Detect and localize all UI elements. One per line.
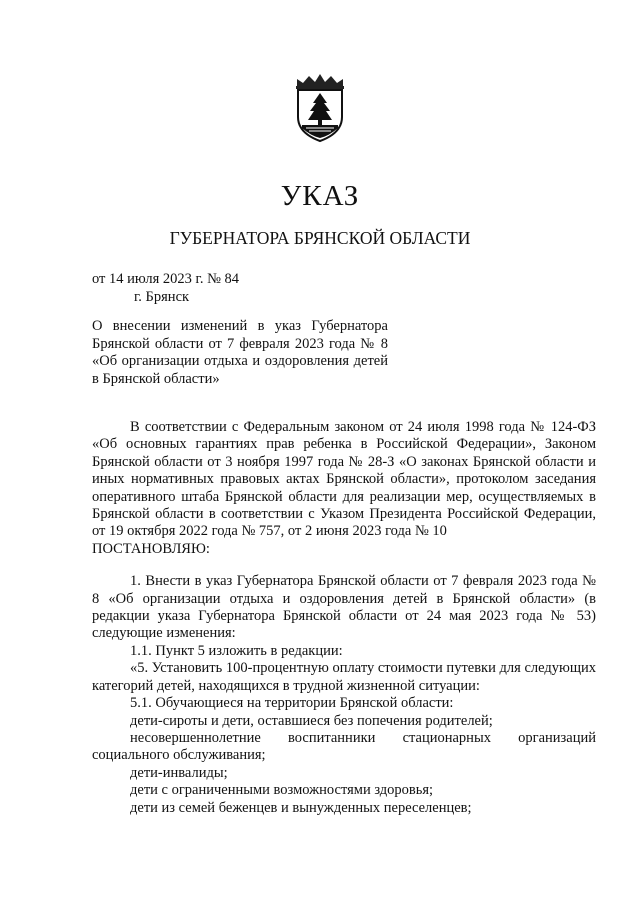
paragraph-5: «5. Установить 100-процентную оплату стоимости путевки для следующих категорий детей, находящихся в трудной жизненной ситуации: (92, 660, 596, 694)
coat-of-arms-icon (289, 73, 351, 143)
list-item: дети из семей беженцев и вынужденных переселенцев; (130, 799, 472, 816)
list-item: дети-инвалиды; (130, 764, 228, 781)
list-item: несовершеннолетние воспитанники стационарных организаций социального обслуживания; (92, 729, 596, 764)
document-subtitle: ГУБЕРНАТОРА БРЯНСКОЙ ОБЛАСТИ (169, 228, 471, 248)
paragraph-5-1: 5.1. Обучающиеся на территории Брянской области: (130, 695, 454, 712)
paragraph-1-1: 1.1. Пункт 5 изложить в редакции: (130, 642, 343, 659)
document-subject: О внесении изменений в указ Губернатора Брянской области от 7 февраля 2023 года № 8 «Об организации отдыха и оздоровления детей в Брянской области» (92, 318, 388, 387)
preamble-paragraph: В соответствии с Федеральным законом от 24 июля 1998 года № 124-ФЗ «Об основных гарантиях прав ребенка в Российской Федерации», Законом Брянской области от 3 ноября 1997 года № 28-З «О законах Брянской области и иных нормативных правовых актах Брянской области», протоколом заседания оперативного штаба Брянской области для реализации мер, осуществляемых в Брянской области в соответствии с Указом Президента Российской Федерации, от 19 октября 2022 года № 757, от 2 июня 2023 года № 10 (92, 419, 596, 540)
document-title: УКАЗ (280, 180, 360, 212)
decree-word: ПОСТАНОВЛЯЮ: (92, 540, 210, 557)
document-body (92, 419, 596, 817)
list-item: дети-сироты и дети, оставшиеся без попечения родителей; (130, 712, 493, 729)
document-city: г. Брянск (134, 289, 190, 305)
document-date: от 14 июля 2023 г. № 84 (92, 271, 240, 287)
paragraph-1: 1. Внести в указ Губернатора Брянской области от 7 февраля 2023 года № 8 «Об организации отдыха и оздоровления детей в Брянской области» (в редакции указа Губернатора Брянской области от 24 мая 2023 года № 53) следующие изменения: (92, 573, 596, 642)
list-item: дети с ограниченными возможностями здоровья; (130, 782, 434, 799)
